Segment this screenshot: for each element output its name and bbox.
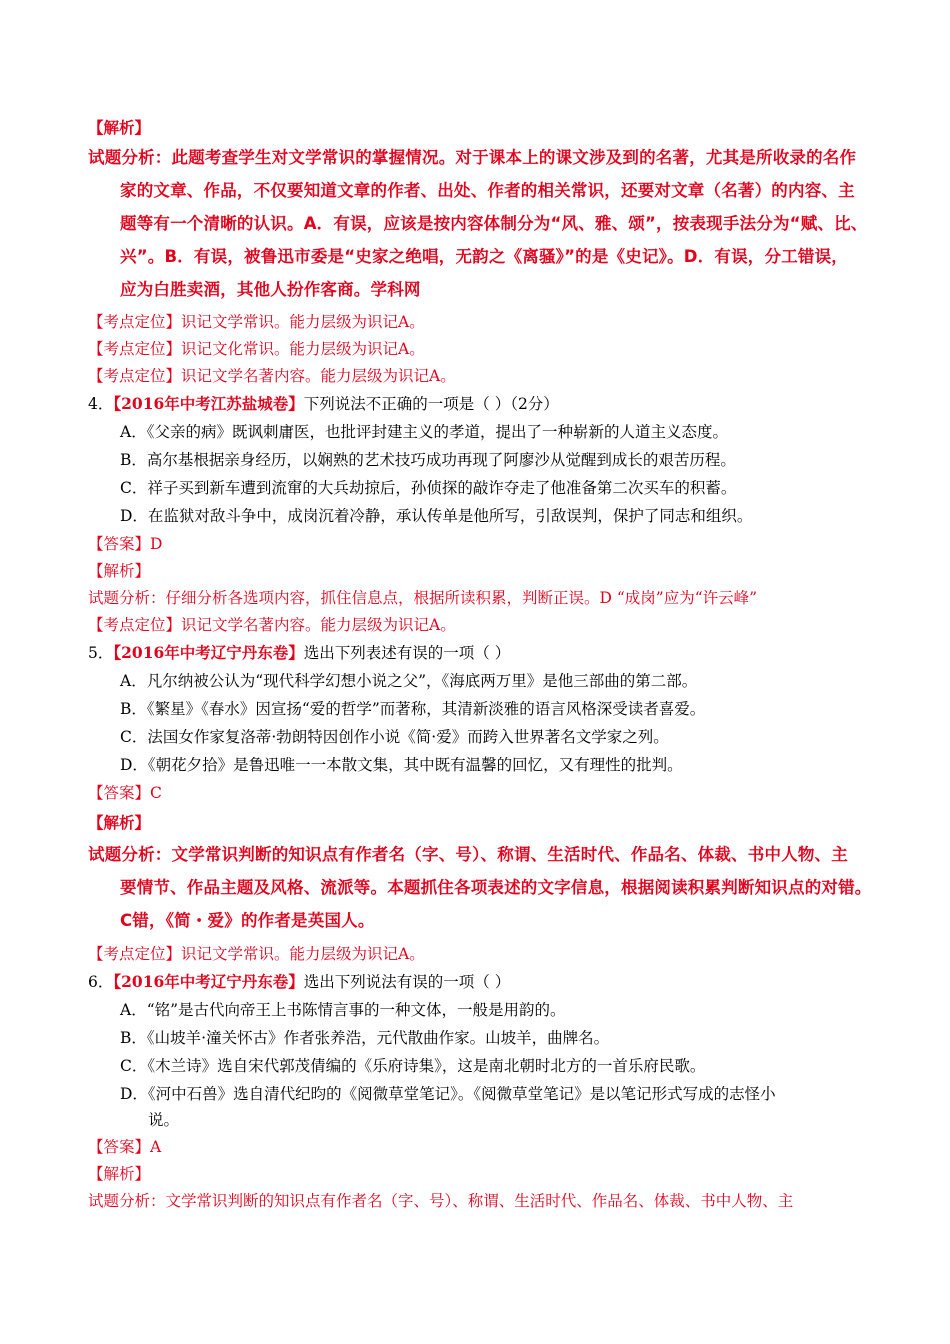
answer <box>88 534 162 554</box>
key-point-tag: 【考点定位】 <box>88 616 182 634</box>
key-point-tag: 【考点定位】 <box>88 340 182 358</box>
key-point-text: 识记文学常识。能力层级为识记A。 <box>181 945 425 963</box>
question-source: 【2016年中考辽宁丹东卷】 <box>113 972 304 991</box>
analysis-header: 【解析】 <box>88 562 151 580</box>
question-6-stem <box>88 972 510 992</box>
question-source: 【2016年中考江苏盐城卷】 <box>113 394 304 413</box>
option-a: A．“铭”是古代向帝王上书陈情言事的一种文体，一般是用韵的。 <box>120 1001 566 1019</box>
question-stem: 选出下列表述有误的一项（ ） <box>303 644 511 662</box>
key-point <box>88 312 425 332</box>
option-c: C．法国女作家复洛蒂·勃朗特因创作小说《简·爱》而跨入世界著名文学家之列。 <box>120 728 669 746</box>
answer-tag: 【答案】 <box>88 1138 151 1156</box>
option-a: A．《父亲的病》既讽刺庸医，也批评封建主义的孝道，提出了一种崭新的人道主义态度。 <box>120 423 728 441</box>
analysis-text: 试题分析：仔细分析各选项内容，抓住信息点，根据所读积累，判断正误。D “成岗”应为“许云峰” <box>88 589 758 607</box>
option-d-continued: 说。 <box>148 1111 180 1129</box>
analysis-line: 试题分析：文学常识判断的知识点有作者名（字、号）、称谓、生活时代、作品名、体裁、书中人物、主 <box>88 845 848 864</box>
key-point-tag: 【考点定位】 <box>88 945 182 963</box>
answer-value: C <box>150 784 162 802</box>
key-point-text: 识记文学常识。能力层级为识记A。 <box>181 313 425 331</box>
analysis-line: 家的文章、作品，不仅要知道文章的作者、出处、作者的相关常识，还要对文章（名著）的内容、主 <box>120 181 855 200</box>
option-b: B．高尔基根据亲身经历，以娴熟的艺术技巧成功再现了阿廖沙从觉醒到成长的艰苦历程。 <box>120 451 736 469</box>
analysis-line: 试题分析：此题考查学生对文学常识的掌握情况。对于课本上的课文涉及到的名著，尤其是所收录的名作 <box>88 148 857 167</box>
analysis-header: 【解析】 <box>88 813 151 832</box>
option-d: D．在监狱对敌斗争中，成岗沉着冷静，承认传单是他所写，引敌误判，保护了同志和组织。 <box>120 507 753 525</box>
analysis-line: 兴”。B．有误，被鲁迅市委是“史家之绝唱，无韵之《离骚》”的是《史记》。D．有误，分工错误， <box>120 247 849 266</box>
key-point <box>88 944 425 964</box>
question-stem: 选出下列说法有误的一项（ ） <box>303 973 511 991</box>
key-point <box>88 339 425 359</box>
key-point-text: 识记文学名著内容。能力层级为识记A。 <box>181 616 456 634</box>
key-point-text: 识记文学名著内容。能力层级为识记A。 <box>181 367 456 385</box>
analysis-header: 【解析】 <box>88 118 151 137</box>
answer <box>88 783 162 803</box>
analysis-text: 试题分析：文学常识判断的知识点有作者名（字、号）、称谓、生活时代、作品名、体裁、书中人物、主 <box>88 1192 794 1210</box>
answer-value: A <box>150 1138 162 1156</box>
analysis-line: C错，《简・爱》的作者是英国人。 <box>120 911 375 930</box>
watermark-logo <box>593 274 620 322</box>
answer <box>88 1137 161 1157</box>
option-a: A．凡尔纳被公认为“现代科学幻想小说之父”，《海底两万里》是他三部曲的第二部。 <box>120 672 698 690</box>
key-point <box>88 615 456 635</box>
key-point-tag: 【考点定位】 <box>88 367 182 385</box>
option-d: D．《朝花夕拾》是鲁迅唯一一本散文集，其中既有温馨的回忆，又有理性的批判。 <box>120 756 683 774</box>
answer-tag: 【答案】 <box>88 784 151 802</box>
question-stem: 下列说法不正确的一项是（ ）（2分） <box>303 395 559 413</box>
analysis-line: 题等有一个清晰的认识。A．有误，应该是按内容体制分为“风、雅、颂”，按表现手法分为“赋、比、 <box>120 214 868 233</box>
question-number: 5． <box>88 644 114 662</box>
answer-tag: 【答案】 <box>88 535 151 553</box>
option-d: D．《河中石兽》选自清代纪昀的《阅微草堂笔记》。《阅微草堂笔记》是以笔记形式写成的志怪小 <box>120 1085 776 1103</box>
option-b: B．《山坡羊·潼关怀古》作者张养浩，元代散曲作家。山坡羊，曲牌名。 <box>120 1029 610 1047</box>
key-point <box>88 366 456 386</box>
option-b: B．《繁星》《春水》因宣扬“爱的哲学”而著称，其清新淡雅的语言风格深受读者喜爱。 <box>120 700 706 718</box>
key-point-text: 识记文化常识。能力层级为识记A。 <box>181 340 425 358</box>
answer-value: D <box>150 535 163 553</box>
analysis-line: 要情节、作品主题及风格、流派等。本题抓住各项表述的文字信息，根据阅读积累判断知识点的对错。 <box>120 878 872 897</box>
question-number: 4． <box>88 395 114 413</box>
question-source: 【2016年中考辽宁丹东卷】 <box>113 643 304 662</box>
question-4-stem <box>88 394 559 414</box>
question-number: 6． <box>88 973 114 991</box>
option-c: C．祥子买到新车遭到流窜的大兵劫掠后，孙侦探的敲诈夺走了他准备第二次买车的积蓄。 <box>120 479 737 497</box>
option-c: C．《木兰诗》选自宋代郭茂倩编的《乐府诗集》，这是南北朝时北方的一首乐府民歌。 <box>120 1057 706 1075</box>
analysis-header: 【解析】 <box>88 1165 151 1183</box>
key-point-tag: 【考点定位】 <box>88 313 182 331</box>
analysis-line: 应为白胜卖酒，其他人扮作客商。学科网 <box>120 280 421 299</box>
question-5-stem <box>88 643 510 663</box>
